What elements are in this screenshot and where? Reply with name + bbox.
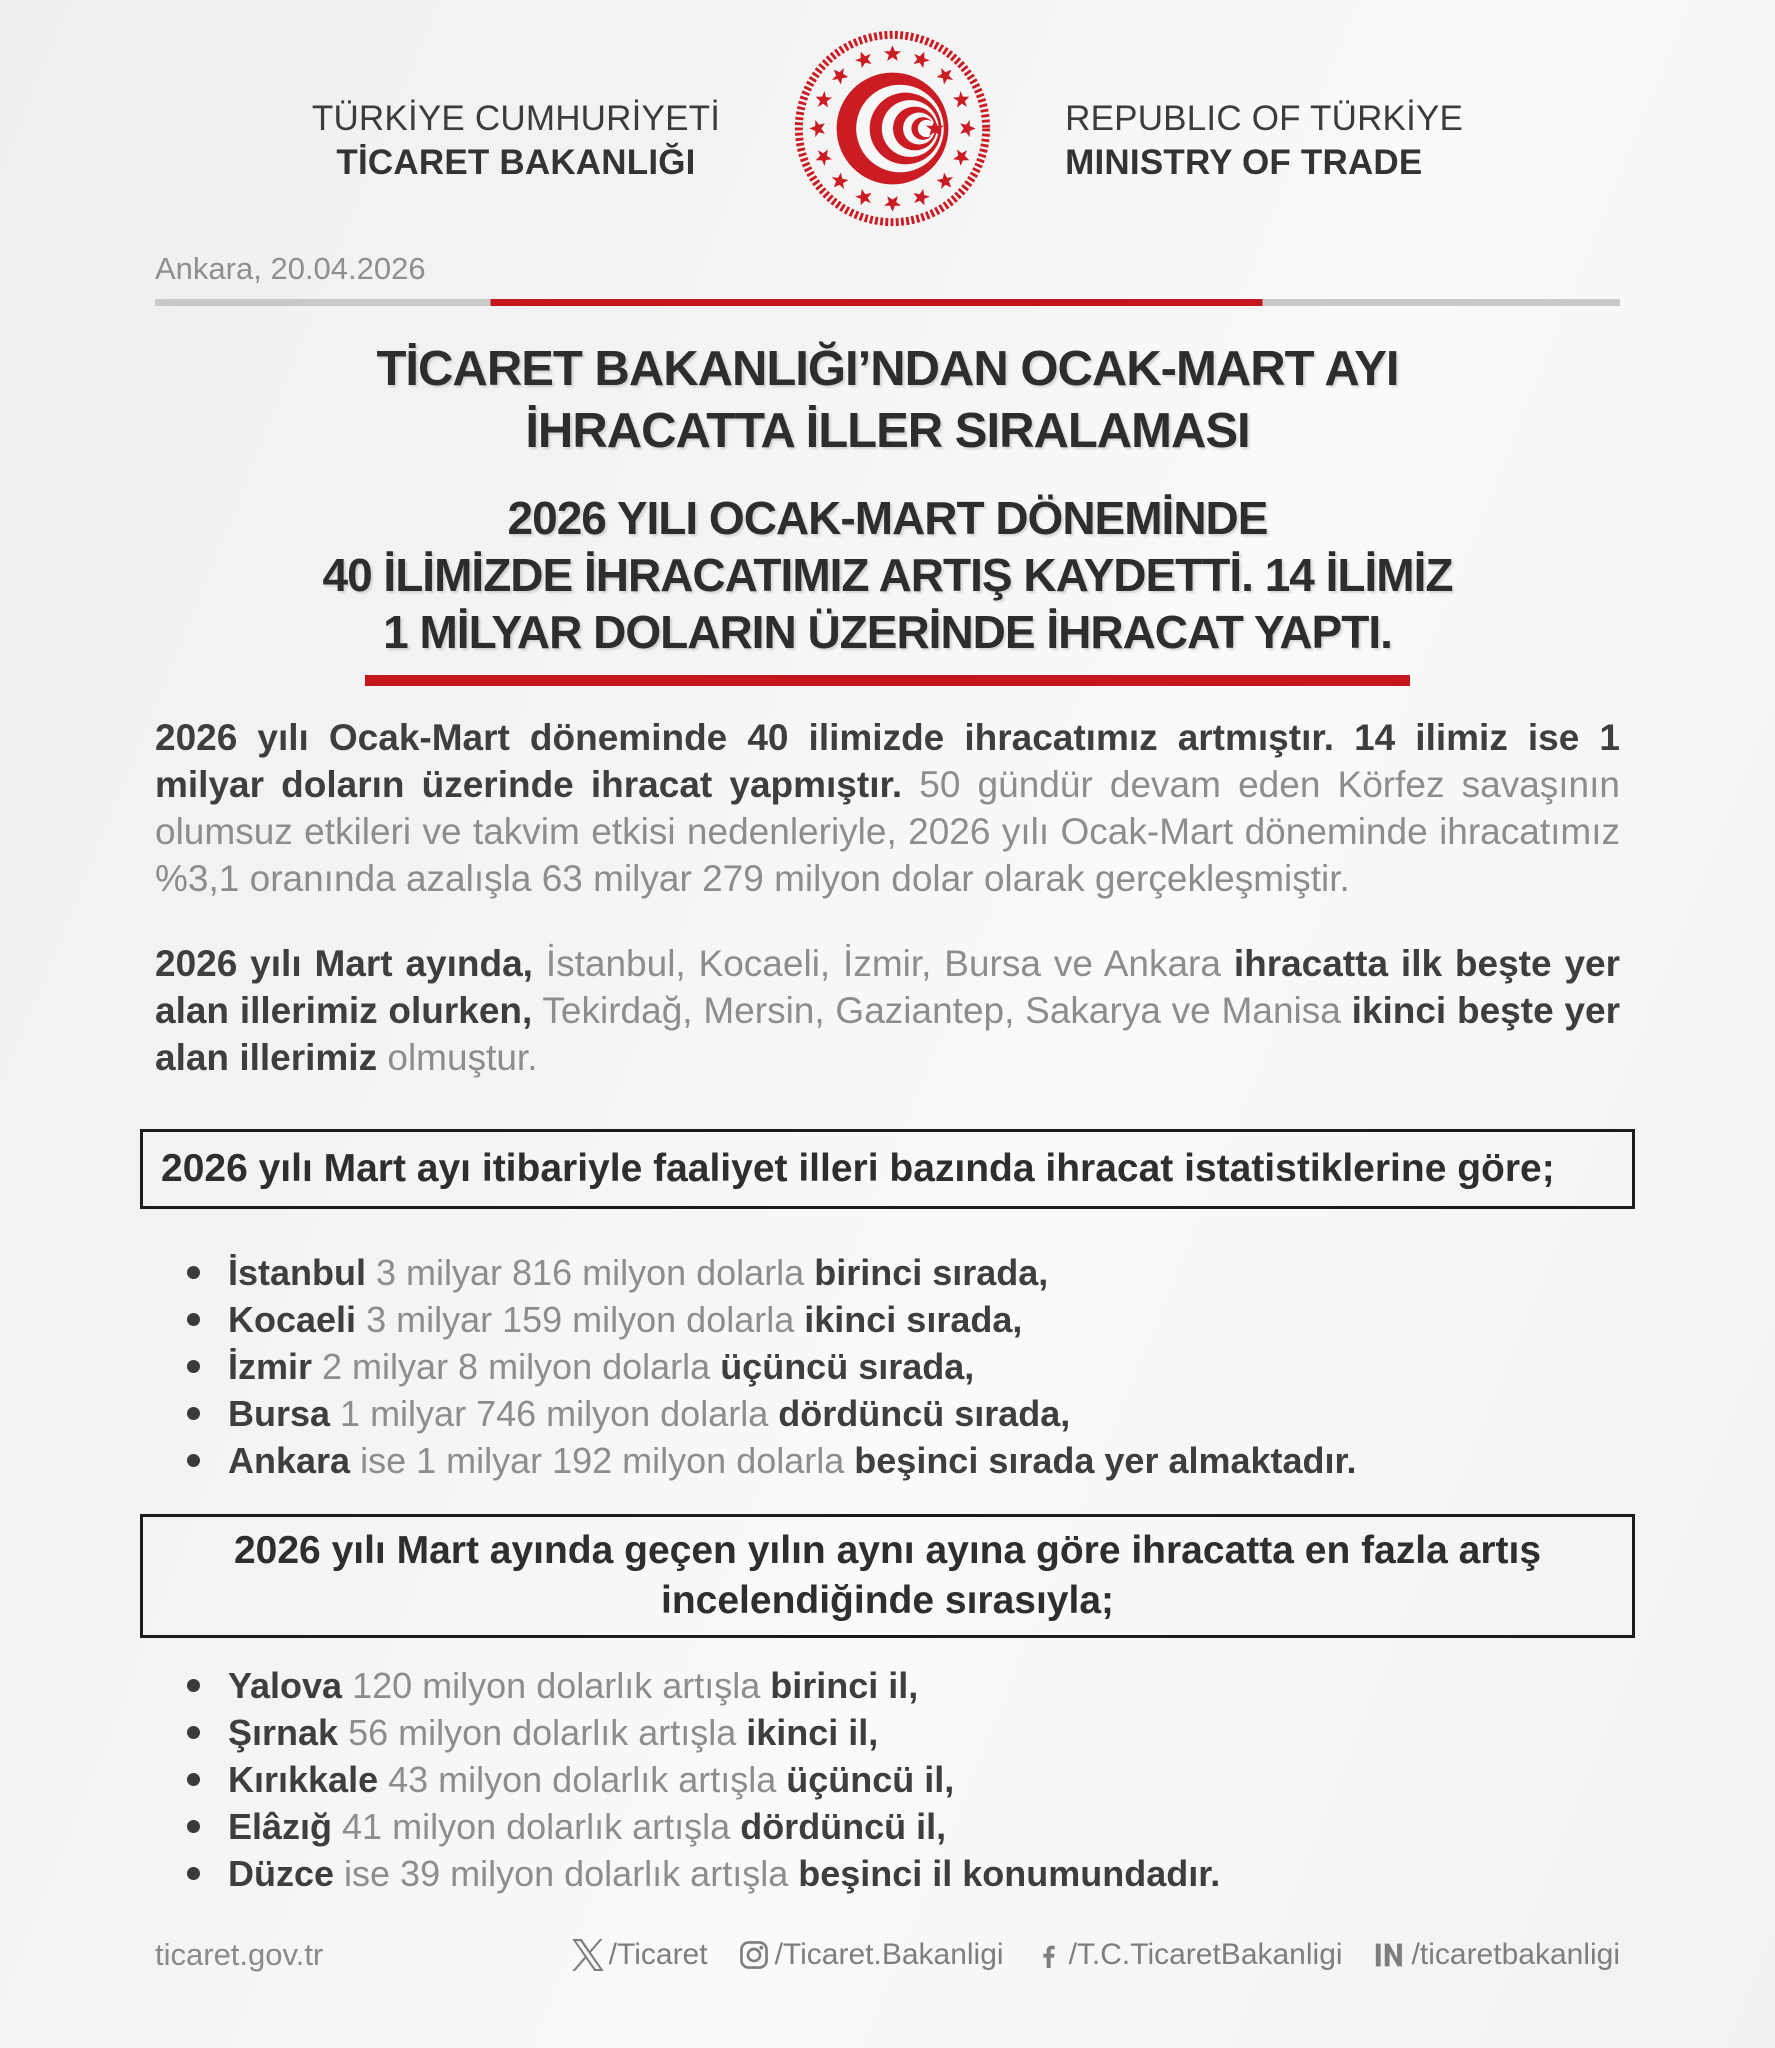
city-name: İzmir bbox=[228, 1346, 313, 1387]
p2-bold1: 2026 yılı Mart ayında, bbox=[155, 943, 533, 984]
social-link-nsosyal[interactable] bbox=[1373, 1938, 1620, 1972]
box1-text: 2026 yılı Mart ayı itibariyle faaliyet illeri bazında ihracat istatistiklerine göre; bbox=[161, 1147, 1555, 1190]
box2-line2: incelendiğinde sırasıyla; bbox=[661, 1579, 1114, 1622]
list-item bbox=[155, 1850, 1620, 1897]
value-text: 2 milyar 8 milyon dolarla bbox=[312, 1346, 721, 1387]
social-handle: /T.C.TicaretBakanligi bbox=[1068, 1938, 1343, 1971]
value-text: 120 milyon dolarlık artışla bbox=[342, 1665, 771, 1706]
crescents bbox=[837, 73, 949, 185]
ministry-tr-line2: TİCARET BAKANLIĞI bbox=[336, 142, 696, 182]
dateline: Ankara, 20.04.2026 bbox=[155, 251, 426, 286]
value-text: 56 milyon dolarlık artışla bbox=[338, 1712, 747, 1753]
p2-reg2: Tekirdağ, Mersin, Gaziantep, Sakarya ve Manisa bbox=[532, 990, 1352, 1031]
list-item bbox=[155, 1803, 1620, 1850]
social-handle: /ticaretbakanligi bbox=[1411, 1938, 1620, 1971]
website-link[interactable]: ticaret.gov.tr bbox=[155, 1937, 324, 1972]
ministry-name-turkish bbox=[312, 97, 720, 185]
rank-text: beşinci il konumundadır. bbox=[798, 1853, 1221, 1894]
list-item bbox=[155, 1709, 1620, 1756]
value-text: 43 milyon dolarlık artışla bbox=[378, 1759, 787, 1800]
rank-text: ikinci il, bbox=[746, 1712, 879, 1753]
x-twitter-icon bbox=[572, 1939, 604, 1971]
p2-reg1: İstanbul, Kocaeli, İzmir, Bursa ve Ankara bbox=[532, 943, 1234, 984]
ministry-emblem-svg bbox=[790, 26, 995, 231]
section-box-biggest-increase bbox=[140, 1514, 1635, 1638]
value-text: 3 milyar 816 milyon dolarla bbox=[366, 1252, 815, 1293]
social-handle: /Ticaret.Bakanligi bbox=[774, 1938, 1004, 1971]
p2-bold3: ikinci beşte yer alan illerimiz bbox=[155, 990, 1620, 1078]
title-line1: TİCARET BAKANLIĞI’NDAN OCAK-MART AYI bbox=[376, 342, 1399, 396]
list-item bbox=[155, 1390, 1620, 1437]
box2-line1: 2026 yılı Mart ayında geçen yılın aynı ayına göre ihracatta en fazla artış bbox=[233, 1529, 1542, 1572]
value-text: 3 milyar 159 milyon dolarla bbox=[356, 1299, 805, 1340]
city-name: Ankara bbox=[228, 1440, 351, 1481]
social-link-x[interactable] bbox=[572, 1938, 708, 1972]
title-line2: İHRACATTA İLLER SIRALAMASI bbox=[525, 404, 1250, 458]
list-item bbox=[155, 1756, 1620, 1803]
rank-text: ikinci sırada, bbox=[804, 1299, 1023, 1340]
subtitle bbox=[60, 490, 1715, 661]
footer bbox=[155, 1937, 1620, 1973]
increase-ranking-list bbox=[155, 1662, 1620, 1897]
city-name: Düzce bbox=[228, 1853, 335, 1894]
ministry-en-line2: MINISTRY OF TRADE bbox=[1065, 142, 1423, 182]
city-name: İstanbul bbox=[228, 1252, 367, 1293]
page-title bbox=[80, 338, 1695, 462]
masthead bbox=[0, 0, 1775, 231]
list-item bbox=[155, 1249, 1620, 1296]
list-item bbox=[155, 1662, 1620, 1709]
social-handle: /Ticaret bbox=[608, 1938, 708, 1971]
city-name: Kocaeli bbox=[228, 1299, 357, 1340]
list-item bbox=[155, 1296, 1620, 1343]
p1-rest: 50 gündür devam eden Körfez savaşının olumsuz etkileri ve takvim etkisi nedenleriyle, 2026 yılı Ocak-Mart döneminde ihracatımız %3,1 oranında azalışla 63 milyar 279 milyon dolar olarak gerçekleşmiştir. bbox=[155, 764, 1620, 899]
social-links bbox=[572, 1938, 1620, 1972]
instagram-icon bbox=[738, 1939, 770, 1971]
export-ranking-list bbox=[155, 1249, 1620, 1484]
value-text: 1 milyar 746 milyon dolarla bbox=[330, 1393, 779, 1434]
rank-text: birinci sırada, bbox=[814, 1252, 1049, 1293]
section-box-export-stats bbox=[140, 1129, 1635, 1209]
p2-reg3: olmuştur. bbox=[377, 1037, 538, 1078]
subtitle-line2: 40 İLİMİZDE İHRACATIMIZ ARTIŞ KAYDETTİ. 14 İLİMİZ bbox=[322, 549, 1453, 601]
subtitle-underline bbox=[365, 675, 1410, 686]
city-name: Şırnak bbox=[228, 1712, 339, 1753]
value-text: ise 39 milyon dolarlık artışla bbox=[334, 1853, 799, 1894]
subtitle-line1: 2026 YILI OCAK-MART DÖNEMİNDE bbox=[507, 492, 1268, 544]
paragraph-summary bbox=[155, 714, 1620, 902]
rank-text: dördüncü sırada, bbox=[778, 1393, 1071, 1434]
ministry-of-trade-logo bbox=[790, 26, 995, 231]
rank-text: beşinci sırada yer almaktadır. bbox=[854, 1440, 1357, 1481]
paragraph-top-provinces bbox=[155, 940, 1620, 1081]
social-link-facebook[interactable] bbox=[1034, 1938, 1343, 1972]
rank-text: üçüncü sırada, bbox=[720, 1346, 975, 1387]
city-name: Elâzığ bbox=[228, 1806, 333, 1847]
city-name: Bursa bbox=[228, 1393, 331, 1434]
ministry-name-english bbox=[1065, 97, 1463, 185]
social-link-instagram[interactable] bbox=[738, 1938, 1004, 1972]
city-name: Kırıkkale bbox=[228, 1759, 379, 1800]
facebook-icon bbox=[1034, 1940, 1064, 1970]
rank-text: dördüncü il, bbox=[740, 1806, 947, 1847]
p1-bold: 2026 yılı Ocak-Mart döneminde 40 ilimizde ihracatımız artmıştır. 14 ilimiz ise 1 milyar doların üzerinde ihracat yapmıştır. bbox=[155, 717, 1620, 805]
subtitle-line3: 1 MİLYAR DOLARIN ÜZERİNDE İHRACAT YAPTI. bbox=[383, 606, 1392, 658]
list-item bbox=[155, 1437, 1620, 1484]
value-text: ise 1 milyar 192 milyon dolarla bbox=[350, 1440, 855, 1481]
ministry-tr-line1: TÜRKİYE CUMHURİYETİ bbox=[311, 98, 721, 138]
divider-rule bbox=[155, 299, 1620, 306]
nsosyal-icon bbox=[1373, 1938, 1407, 1972]
rank-text: üçüncü il, bbox=[786, 1759, 955, 1800]
city-name: Yalova bbox=[228, 1665, 343, 1706]
value-text: 41 milyon dolarlık artışla bbox=[332, 1806, 741, 1847]
rank-text: birinci il, bbox=[770, 1665, 919, 1706]
p2-bold2: ihracatta ilk beşte yer alan illerimiz olurken, bbox=[155, 943, 1621, 1031]
list-item bbox=[155, 1343, 1620, 1390]
ministry-en-line1: REPUBLIC OF TÜRKİYE bbox=[1065, 98, 1464, 138]
